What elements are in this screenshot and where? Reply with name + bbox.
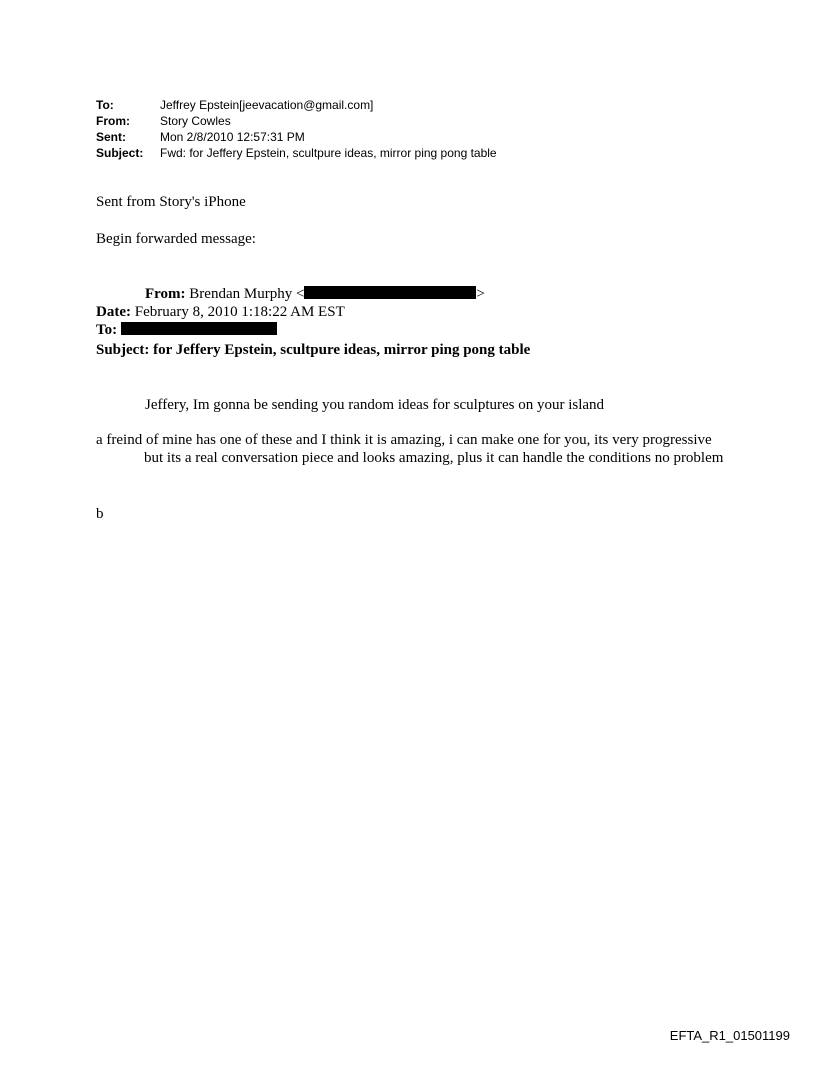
- forwarded-from-line: [145, 285, 485, 303]
- forwarded-date-value: February 8, 2010 1:18:22 AM EST: [134, 304, 345, 320]
- forwarded-from-close: >: [476, 286, 485, 302]
- header-to-value: Jeffrey Epstein[jeevacation@gmail.com]: [160, 98, 374, 112]
- forwarded-from-value: Brendan Murphy <: [189, 286, 305, 302]
- header-subject-label: Subject:: [96, 146, 144, 160]
- forwarded-from-label: From:: [145, 286, 186, 302]
- forwarded-date-label: Date:: [96, 304, 131, 320]
- header-subject-value: Fwd: for Jeffery Epstein, scultpure ideas, mirror ping pong table: [160, 146, 497, 160]
- header-from-row: [96, 113, 497, 129]
- sent-from-line: Sent from Story's iPhone: [96, 194, 246, 210]
- forwarded-to-label: To:: [96, 322, 118, 338]
- header-sent-label: Sent:: [96, 130, 126, 144]
- forwarded-to-line: [96, 321, 277, 339]
- header-to-label: To:: [96, 98, 114, 112]
- header-from-value: Story Cowles: [160, 114, 231, 128]
- message-line-3: b: [96, 506, 104, 522]
- header-from-label: From:: [96, 114, 130, 128]
- redaction-box: [304, 286, 476, 299]
- header-sent-value: Mon 2/8/2010 12:57:31 PM: [160, 130, 305, 144]
- document-id: EFTA_R1_01501199: [669, 1028, 790, 1043]
- forwarded-subject-line: Subject: for Jeffery Epstein, scultpure ideas, mirror ping pong table: [96, 342, 531, 358]
- message-line-1: Jeffery, Im gonna be sending you random ideas for sculptures on your island: [145, 397, 605, 413]
- header-to-row: [96, 97, 497, 113]
- header-subject-row: [96, 145, 497, 161]
- begin-forwarded-line: Begin forwarded message:: [96, 231, 256, 247]
- forwarded-date-line: [96, 303, 345, 321]
- message-paragraph: a freind of mine has one of these and I think it is amazing, i can make one for you, its very progressive but its a real conversation piece and looks amazing, plus it can handle the conditions no problem: [96, 432, 724, 466]
- redaction-box: [121, 322, 277, 335]
- header-sent-row: [96, 129, 497, 145]
- email-header: [96, 97, 497, 161]
